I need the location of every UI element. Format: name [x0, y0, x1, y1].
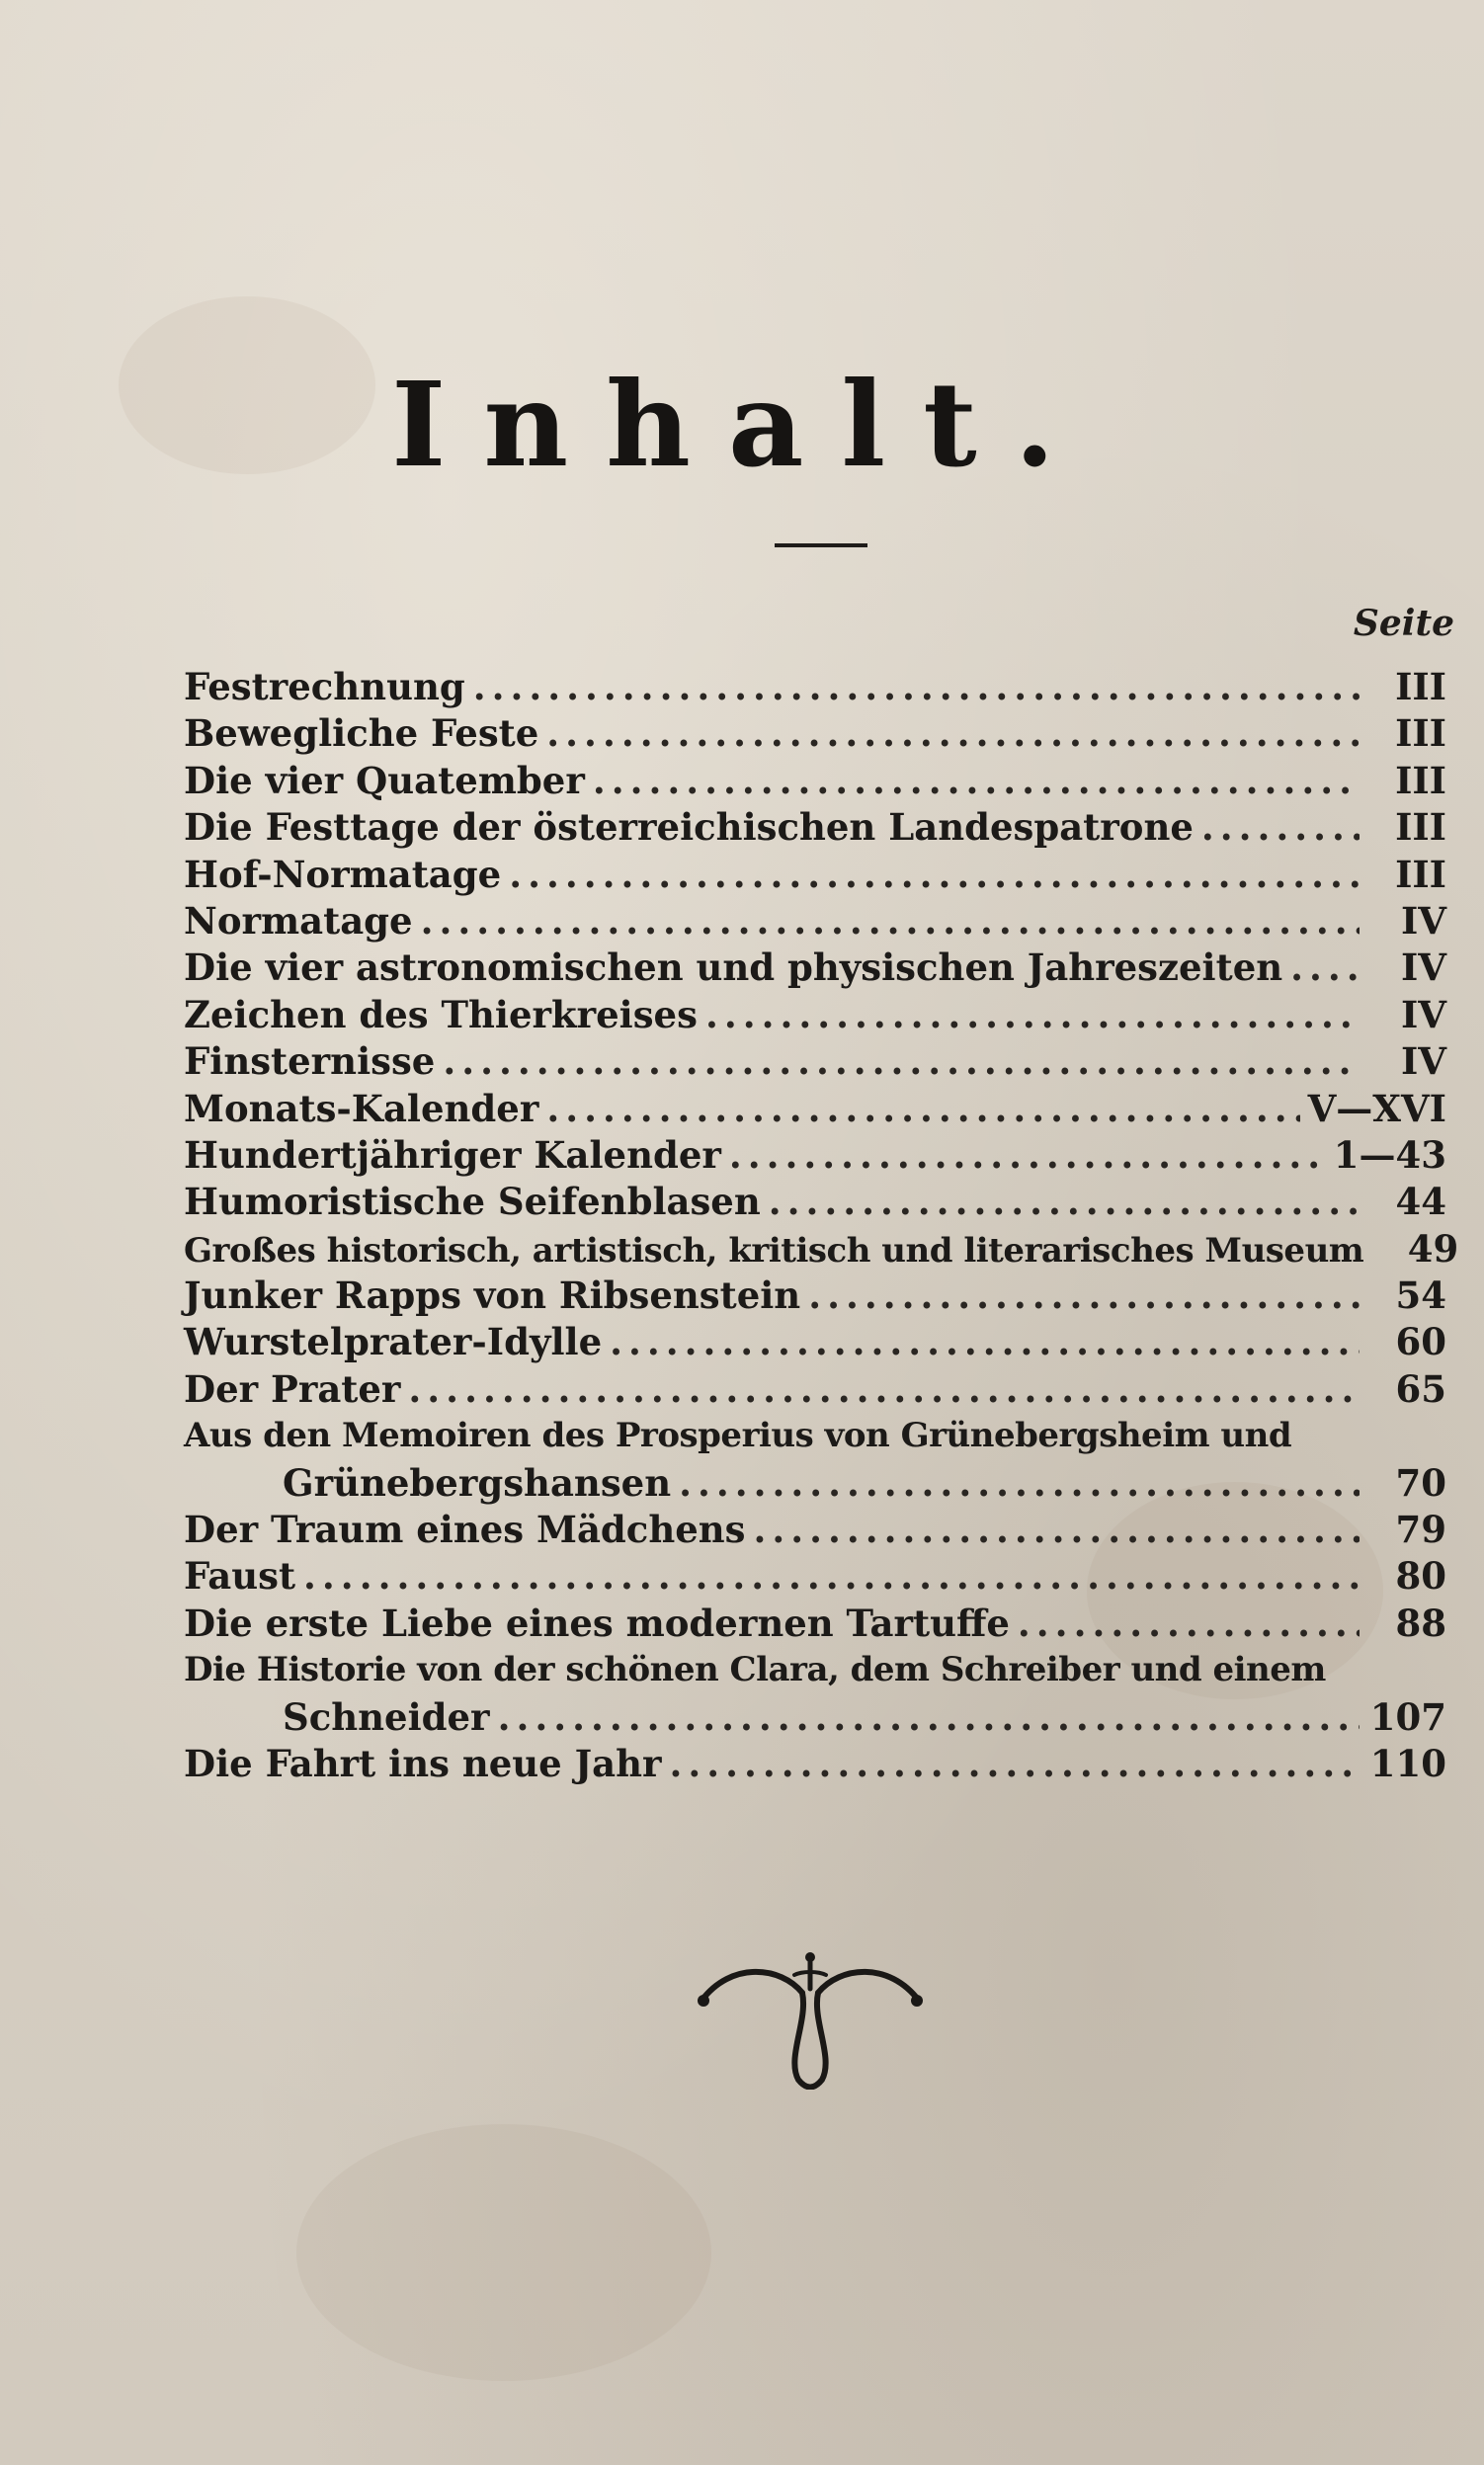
toc-entry-label: Festrechnung: [184, 665, 465, 708]
toc-entry-label: Hof-Normatage: [184, 852, 502, 896]
leader-dots: [669, 1741, 1360, 1787]
toc-entry-page: III: [1395, 665, 1446, 708]
toc-entry-page: 44: [1395, 1180, 1446, 1224]
toc-entry-label: Großes historisch, artistisch, kritisch und literarisches Museum: [184, 1230, 1364, 1271]
toc-entry-label-line1: Die Historie von der schönen Clara, dem Schreiber und einem: [184, 1650, 1326, 1690]
title-divider: [775, 543, 867, 547]
toc-entry: [184, 1601, 1446, 1647]
toc-entry: [184, 898, 1446, 945]
leader-dots: [421, 898, 1360, 945]
toc-entry-label: Die erste Liebe eines modernen Tartuffe: [184, 1601, 1010, 1645]
toc-entry-page: 110: [1369, 1741, 1446, 1785]
toc-entry-page: 60: [1395, 1320, 1446, 1364]
leader-dots: [546, 1086, 1299, 1132]
fleuron-ornament-icon: [692, 1941, 929, 2090]
toc-entry-label-line2: Grünebergshansen: [283, 1460, 672, 1505]
leader-dots: [498, 1694, 1360, 1741]
leader-dots: [729, 1132, 1326, 1179]
toc-entry-label: Bewegliche Feste: [184, 711, 539, 756]
leader-dots: [1018, 1601, 1360, 1647]
toc-entry-page: III: [1395, 805, 1446, 850]
toc-entry-page: 65: [1395, 1366, 1446, 1411]
toc-entry-memoiren: [184, 1413, 1446, 1507]
leader-dots: [509, 852, 1360, 898]
toc-entry-label-line2: Schneider: [283, 1694, 490, 1739]
toc-entry-continuation: [184, 1460, 1446, 1507]
toc-entry-page: IV: [1400, 992, 1446, 1036]
toc-entry: [184, 1553, 1446, 1600]
toc-entry-page: 49: [1407, 1226, 1459, 1271]
leader-dots: [303, 1553, 1360, 1600]
toc-entry-page: 80: [1395, 1554, 1446, 1599]
toc-entry: [184, 1226, 1459, 1273]
toc-entry-label: Zeichen des Thierkreises: [184, 992, 698, 1036]
toc-entry-label: Junker Rapps von Ribsenstein: [184, 1274, 801, 1318]
toc-entry-page: III: [1395, 758, 1446, 802]
toc-entry: [184, 1507, 1446, 1553]
leader-dots: [754, 1507, 1360, 1553]
toc-entry-label: Normatage: [184, 898, 413, 943]
toc-entry-page: III: [1395, 711, 1446, 756]
leader-dots: [705, 992, 1360, 1038]
toc-entry-label: Die vier astronomischen und physischen Jahreszeiten: [184, 945, 1283, 990]
leader-dots: [679, 1460, 1360, 1507]
toc-entry: [184, 1038, 1446, 1085]
toc-entry-label: Faust: [184, 1554, 296, 1599]
leader-dots: [546, 710, 1360, 757]
leader-dots: [769, 1179, 1360, 1225]
toc-entry: [184, 1086, 1446, 1132]
toc-entry: [184, 1132, 1446, 1179]
toc-entry: [184, 1319, 1446, 1365]
column-header-seite: Seite: [1353, 603, 1454, 644]
toc-entry: [184, 1273, 1446, 1319]
toc-entry-page: 88: [1395, 1601, 1446, 1645]
leader-dots: [610, 1319, 1360, 1365]
toc-entry: [184, 758, 1446, 804]
toc-entry-label: Der Prater: [184, 1366, 401, 1411]
leader-dots: [1290, 945, 1360, 991]
toc-entry: [184, 992, 1446, 1038]
toc-entry-label-line1: Aus den Memoiren des Prosperius von Grünebergsheim und: [184, 1416, 1292, 1456]
toc-entry-label: Die Festtage der österreichischen Landespatrone: [184, 805, 1194, 850]
toc-entry-label: Monats-Kalender: [184, 1086, 539, 1130]
toc-entry-page: IV: [1400, 945, 1446, 990]
page-title: Inhalt.: [391, 356, 1093, 493]
toc-entry: [184, 1741, 1446, 1787]
toc-entry: [184, 852, 1446, 898]
table-of-contents: [184, 664, 1459, 1787]
toc-entry-page: IV: [1400, 1039, 1446, 1084]
leader-dots: [473, 664, 1360, 710]
toc-entry-clara: [184, 1647, 1446, 1741]
paper-stain: [296, 2124, 711, 2381]
toc-entry-label: Humoristische Seifenblasen: [184, 1180, 761, 1224]
toc-entry: [184, 945, 1446, 991]
toc-entry: [184, 710, 1446, 757]
toc-entry-page: 79: [1395, 1508, 1446, 1552]
toc-entry-page: IV: [1400, 898, 1446, 943]
toc-entry: [184, 1366, 1446, 1413]
leader-dots: [1201, 804, 1360, 851]
toc-entry-page: III: [1395, 852, 1446, 896]
leader-dots: [443, 1038, 1360, 1085]
toc-entry-label: Die Fahrt ins neue Jahr: [184, 1741, 662, 1785]
toc-entry-label: Der Traum eines Mädchens: [184, 1508, 746, 1552]
leader-dots: [408, 1366, 1360, 1413]
toc-entry-page: V—XVI: [1307, 1086, 1446, 1130]
toc-entry-page: 1—43: [1333, 1132, 1446, 1177]
toc-entry-page: 54: [1395, 1274, 1446, 1318]
toc-entry-label: Wurstelprater-Idylle: [184, 1320, 603, 1364]
toc-entry: [184, 664, 1446, 710]
toc-entry-page: 107: [1369, 1694, 1446, 1739]
toc-entry-page: 70: [1395, 1460, 1446, 1505]
leader-dots: [808, 1273, 1360, 1319]
toc-entry-continuation: [184, 1694, 1446, 1741]
toc-entry-label: Die vier Quatember: [184, 758, 585, 802]
toc-entry: [184, 1179, 1446, 1225]
toc-entry: [184, 804, 1446, 851]
leader-dots: [593, 758, 1360, 804]
toc-entry-label: Hundertjähriger Kalender: [184, 1132, 721, 1177]
toc-entry-label: Finsternisse: [184, 1039, 436, 1084]
